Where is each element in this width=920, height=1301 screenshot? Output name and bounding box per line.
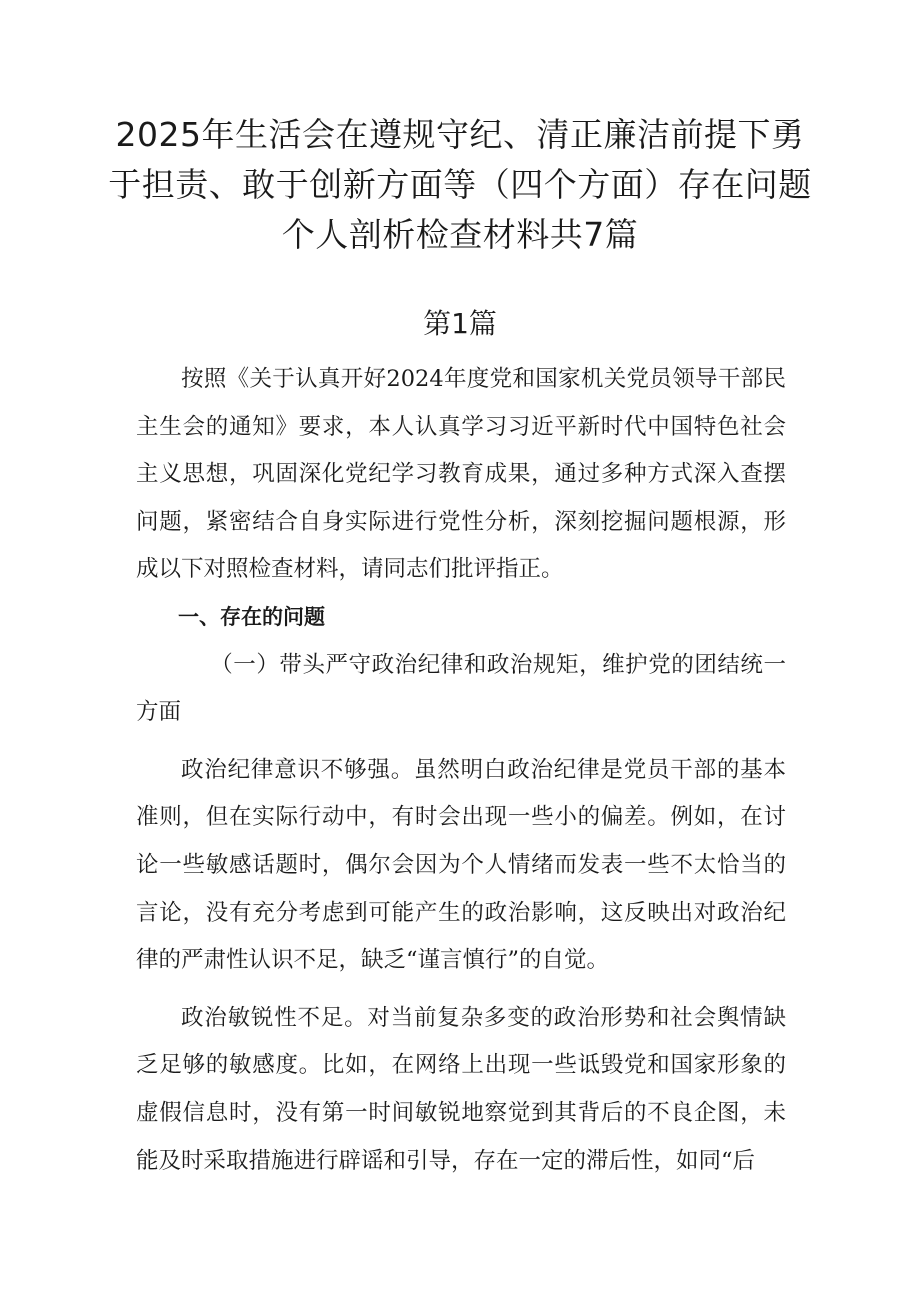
intro-paragraph: 按照《关于认真开好2024年度党和国家机关党员领导干部民主生会的通知》要求，本人认真学习习近平新时代中国特色社会主义思想，巩固深化党纪学习教育成果，通过多种方式深入查摆问题，紧密结合自身实际进行党性分析，深刻挖掘问题根源，形成以下对照检查材料，请同志们批评指正。 (136, 366, 786, 583)
document-title: 2025年生活会在遵规守纪、清正廉洁前提下勇于担责、敢于创新方面等（四个方面）存在问题个人剖析检查材料共7篇 (108, 115, 812, 254)
body-paragraph: 政治敏锐性不足。对当前复杂多变的政治形势和社会舆情缺乏足够的敏感度。比如，在网络上出现一些诋毁党和国家形象的虚假信息时，没有第一时间敏锐地察觉到其背后的不良企图，未能及时采取措施进行辟谣和引导，存在一定的滞后性，如同“后 (136, 1004, 786, 1174)
document-body (136, 356, 786, 1185)
chapter-heading: 第1篇 (423, 307, 497, 340)
body-paragraph: 政治纪律意识不够强。虽然明白政治纪律是党员干部的基本准则，但在实际行动中，有时会出现一些小的偏差。例如，在讨论一些敏感话题时，偶尔会因为个人情绪而发表一些不太恰当的言论，没有充分考虑到可能产生的政治影响，这反映出对政治纪律的严肃性认识不足，缺乏“谨言慎行”的自觉。 (136, 756, 786, 974)
section-heading: 一、存在的问题 (178, 604, 325, 629)
subsection-heading: （一）带头严守政治纪律和政治规矩，维护党的团结统一方面 (136, 651, 786, 726)
